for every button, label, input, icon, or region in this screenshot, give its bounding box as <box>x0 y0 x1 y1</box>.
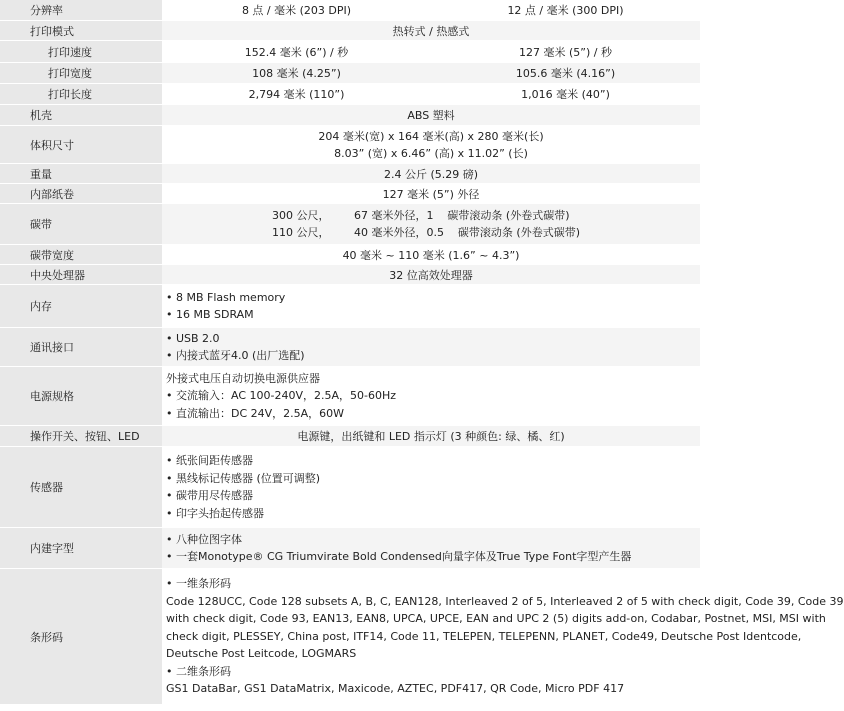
label-resolution: 分辨率 <box>0 0 162 20</box>
print-width-203: 108 毫米 (4.25”) <box>252 67 341 80</box>
label-print-speed: 打印速度 <box>0 41 162 62</box>
list-item: • 八种位图字体 <box>166 532 242 546</box>
row-paper-roll <box>0 184 700 204</box>
print-speed-203: 152.4 毫米 (6”) / 秒 <box>244 45 349 59</box>
print-width-300: 105.6 毫米 (4.16”) <box>515 67 616 80</box>
label-paper-roll: 内部纸卷 <box>0 184 162 203</box>
row-power <box>0 367 700 426</box>
row-dimensions <box>0 126 700 164</box>
label-memory: 内存 <box>0 285 162 327</box>
row-ribbon <box>0 204 700 245</box>
label-housing: 机壳 <box>0 105 162 125</box>
housing-value: ABS 塑料 <box>162 105 700 125</box>
label-cpu: 中央处理器 <box>0 265 162 284</box>
label-sensors: 传感器 <box>0 447 162 527</box>
ribbon-width-value: 40 毫米 ~ 110 毫米 (1.6” ~ 4.3”) <box>342 248 520 262</box>
barcode-line: • 一维条形码 <box>166 577 231 590</box>
list-item: 外接式电压自动切换电源供应器 <box>166 371 320 385</box>
row-barcodes <box>0 569 844 705</box>
weight-value: 2.4 公斤 (5.29 磅) <box>162 164 700 183</box>
row-ribbon-width <box>0 245 700 265</box>
ribbon-spec-300m: 300 公尺， 67 毫米外径，1 碳带滚动条 (外卷式碳带) <box>271 209 570 222</box>
label-controls: 操作开关、按钮、LED <box>0 426 162 446</box>
label-power: 电源规格 <box>0 367 162 425</box>
dimensions-metric: 204 毫米(宽) x 164 毫米(高) x 280 毫米(长) <box>318 129 544 143</box>
list-item: • 纸张间距传感器 <box>166 454 253 467</box>
resolution-300dpi: 12 点 / 毫米 (300 DPI) <box>507 4 624 17</box>
list-item: • 碳带用尽传感器 <box>166 489 253 502</box>
label-fonts: 内建字型 <box>0 528 162 568</box>
barcode-line: Deutsche Post Leitcode, LOGMARS <box>166 647 357 660</box>
list-item: • 一套Monotype® CG Triumvirate Bold Condensed向量字体及True Type Font字型产生器 <box>166 550 632 563</box>
label-print-width: 打印宽度 <box>0 63 162 83</box>
label-barcodes: 条形码 <box>0 569 162 704</box>
barcode-line: Code 128UCC, Code 128 subsets A, B, C, EAN128, Interleaved 2 of 5, Interleaved 2 of 5 with check digit, Code 39, Code 39 <box>166 594 844 608</box>
barcode-line: GS1 DataBar, GS1 DataMatrix, Maxicode, AZTEC, PDF417, QR Code, Micro PDF 417 <box>166 682 625 695</box>
label-ribbon-width: 碳带宽度 <box>0 245 162 264</box>
print-mode-value: 热转式 / 热感式 <box>162 21 700 40</box>
barcode-line: • 二维条形码 <box>166 664 231 678</box>
row-print-length <box>0 84 700 105</box>
paper-roll-value: 127 毫米 (5”) 外径 <box>382 187 480 201</box>
cpu-value: 32 位高效处理器 <box>162 265 700 284</box>
resolution-203dpi: 8 点 / 毫米 (203 DPI) <box>241 4 352 17</box>
label-weight: 重量 <box>0 164 162 183</box>
list-item: • USB 2.0 <box>166 331 220 345</box>
list-item: • 8 MB Flash memory <box>166 290 286 304</box>
row-print-mode <box>0 21 700 41</box>
list-item: • 16 MB SDRAM <box>166 308 254 321</box>
list-item: • 内接式蓝牙4.0 (出厂选配) <box>166 349 305 362</box>
barcode-line: with check digit, Code 93, EAN13, EAN8, UPCA, UPCE, EAN and UPC 2 (5) digits add-on, Codabar, Postnet, MSI, MSI with <box>166 612 826 625</box>
row-sensors <box>0 447 700 528</box>
label-dimensions: 体积尺寸 <box>0 126 162 163</box>
list-item: • 直流输出：DC 24V，2.5A，60W <box>166 406 345 420</box>
row-resolution <box>0 0 700 21</box>
print-length-203: 2,794 毫米 (110”) <box>248 88 345 101</box>
ribbon-spec-110m: 110 公尺， 40 毫米外径，0.5 碳带滚动条 (外卷式碳带) <box>271 226 581 239</box>
label-ribbon: 碳带 <box>0 204 162 244</box>
row-housing <box>0 105 700 126</box>
print-length-300: 1,016 毫米 (40”) <box>521 88 610 101</box>
row-fonts <box>0 528 700 569</box>
controls-value: 电源键，出纸键和 LED 指示灯 (3 种颜色: 绿、橘、红) <box>162 426 700 446</box>
list-item: • 黑线标记传感器 (位置可调整) <box>166 471 321 485</box>
row-print-speed <box>0 41 700 63</box>
dimensions-imperial: 8.03” (宽) x 6.46” (高) x 11.02” (长) <box>334 146 528 160</box>
list-item: • 印字头抬起传感器 <box>166 506 264 520</box>
row-memory <box>0 285 700 328</box>
label-print-mode: 打印模式 <box>0 21 162 40</box>
label-interface: 通讯接口 <box>0 328 162 366</box>
list-item: • 交流输入：AC 100-240V，2.5A，50-60Hz <box>166 389 397 403</box>
row-controls <box>0 426 700 447</box>
row-weight <box>0 164 700 184</box>
print-speed-300: 127 毫米 (5”) / 秒 <box>519 45 612 59</box>
row-cpu <box>0 265 700 285</box>
row-print-width <box>0 63 700 84</box>
row-interface <box>0 328 700 367</box>
barcode-line: check digit, PLESSEY, China post, ITF14, Code 11, TELEPEN, TELEPENN, PLANET, Code49, Deutsche Post Identcode, <box>166 629 802 643</box>
label-print-length: 打印长度 <box>0 84 162 104</box>
